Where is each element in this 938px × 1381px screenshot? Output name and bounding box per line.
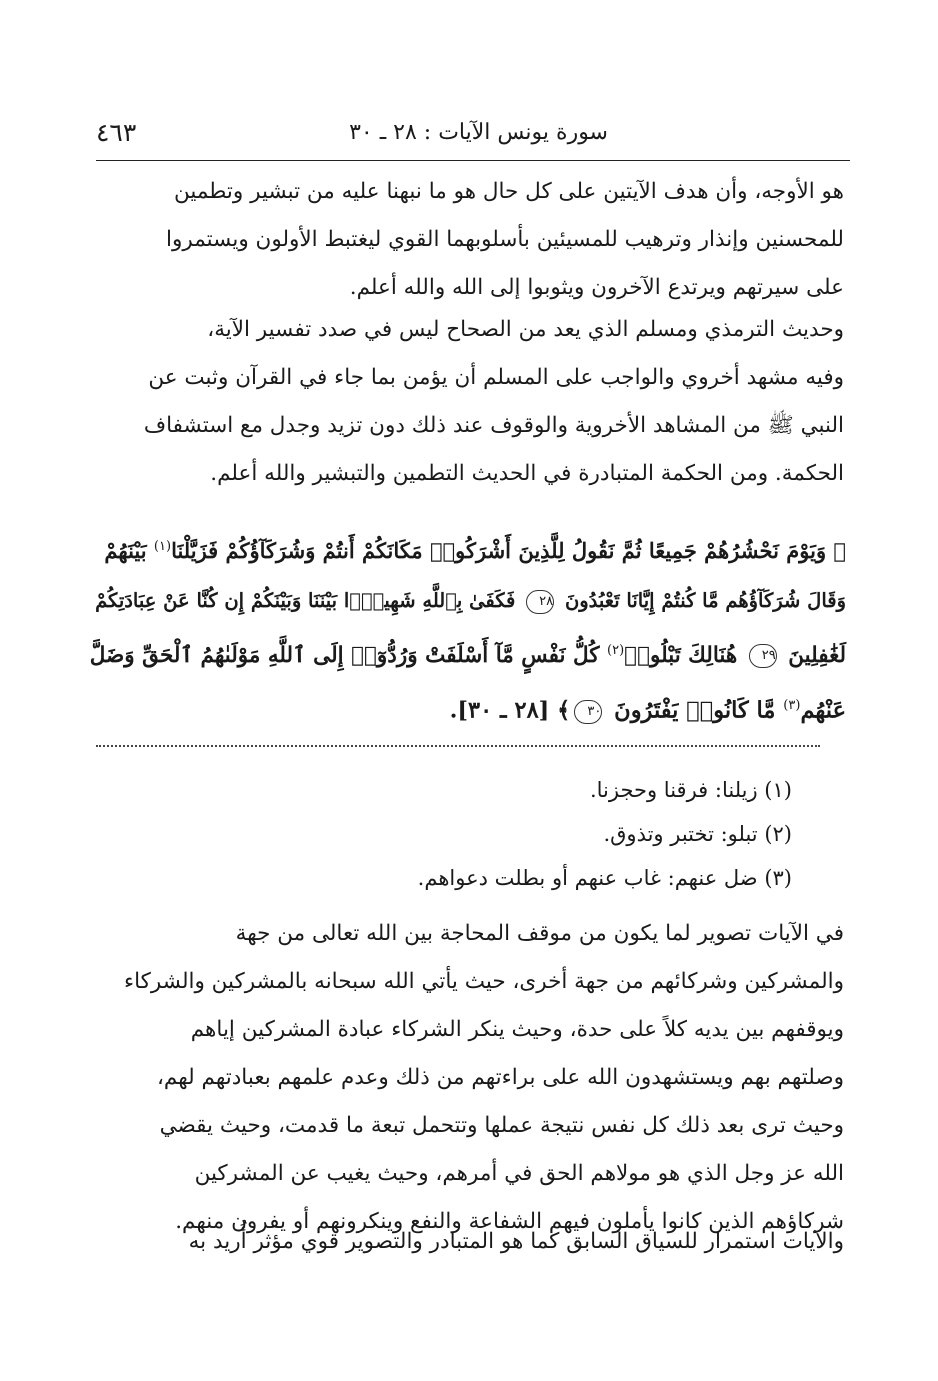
- running-title: سورة يونس الآيات : ٢٨ ـ ٣٠: [349, 120, 608, 145]
- quran-verses: [88, 522, 846, 736]
- footnote-separator: [96, 745, 820, 747]
- paragraph-line: وفيه مشهد أخروي والواجب على المسلم أن يؤمن بما جاء في القرآن وثبت عن: [148, 365, 844, 390]
- paragraph-line: وصلتهم بهم ويستشهدون الله على براءتهم من ذلك وعدم علمهم بعبادتهم لهم،: [156, 1065, 844, 1090]
- verse-line: [88, 576, 846, 626]
- verse-line: [88, 522, 846, 576]
- footnote: (٢) تبلو: تختبر وتذوق.: [603, 822, 792, 846]
- header-rule: [96, 160, 850, 161]
- footnote-marker: (٢): [607, 643, 625, 658]
- paragraph-line: الله عز وجل الذي هو مولاهم الحق في أمرهم، وحيث يغيب عن المشركين: [194, 1161, 844, 1186]
- ayah-number-marker: ٣٠: [574, 700, 602, 724]
- verse-text: وَقَالَ شُرَكَآؤُهُم مَّا كُنتُمْ إِيَّانَا تَعْبُدُونَ: [564, 589, 846, 612]
- paragraph-line: والآيات استمرار للسياق السابق كما هو المتبادر والتصوير قوي مؤثر أُريد به: [188, 1229, 844, 1254]
- paragraph-line: وحيث ترى بعد ذلك كل نفس نتيجة عملها وتتحمل تبعة ما قدمت، وحيث يقضي: [159, 1113, 844, 1138]
- verse-reference: ﴾ [٢٨ ـ ٣٠].: [449, 697, 571, 724]
- paragraph-line: في الآيات تصوير لما يكون من موقف المحاجة بين الله تعالى من جهة: [235, 921, 844, 946]
- verse-text: بَيْنَهُمْ: [104, 538, 147, 563]
- paragraph-4: [92, 1218, 844, 1266]
- verse-text: مَّا كَانُوا۟ يَفْتَرُونَ: [614, 697, 776, 724]
- paragraph-line: هو الأوجه، وأن هدف الآيتين على كل حال هو ما نبهنا عليه من تبشير وتطمين: [173, 179, 844, 204]
- verse-text: ﴿ وَيَوْمَ نَحْشُرُهُمْ جَمِيعًا ثُمَّ نَقُولُ لِلَّذِينَ أَشْرَكُوا۟ مَكَانَكُمْ أَنتُمْ وَشُرَكَآؤُكُمْ فَزَيَّلْنَا: [171, 538, 846, 563]
- paragraph-line: ويوقفهم بين يديه كلاً على حدة، وحيث ينكر الشركاء عبادة المشركين إياهم: [190, 1017, 844, 1042]
- verse-text: فَكَفَىٰ بِٱللَّهِ شَهِيدًۢا بَيْنَنَا وَبَيْنَكُمْ إِن كُنَّا عَنْ عِبَادَتِكُمْ: [95, 589, 516, 612]
- footnote: (٣) ضل عنهم: غاب عنهم أو بطلت دعواهم.: [417, 866, 792, 890]
- paragraph-line: الحكمة. ومن الحكمة المتبادرة في الحديث التطمين والتبشير والله أعلم.: [210, 461, 844, 486]
- verse-text: لَغَٰفِلِينَ: [788, 643, 846, 669]
- paragraph-line: على سيرتهم ويرتدع الآخرون ويثوبوا إلى الله والله أعلم.: [349, 275, 844, 300]
- paragraph-line: للمحسنين وإنذار وترهيب للمسيئين بأسلوبهما القوي ليغتبط الأولون ويستمروا: [166, 227, 844, 252]
- paragraph-line: النبي ﷺ من المشاهد الأخروية والوقوف عند ذلك دون تزيد وجدل مع استشفاف: [143, 413, 844, 438]
- footnote: (١) زيلنا: فرقنا وحجزنا.: [589, 778, 792, 802]
- paragraph-2: [92, 306, 844, 498]
- paragraph-3: [92, 910, 844, 1246]
- ayah-number-marker: ٢٨: [526, 590, 554, 614]
- paragraph-1: [92, 168, 844, 312]
- footnote-marker: (٣): [783, 698, 801, 714]
- page-number: ٤٦٣: [96, 118, 137, 147]
- paragraph-line: وحديث الترمذي ومسلم الذي يعد من الصحاح ليس في صدد تفسير الآية،: [207, 317, 844, 342]
- paragraph-line: شركاؤهم الذين كانوا يأملون فيهم الشفاعة والنفع وينكرونهم أو يفرون منهم.: [175, 1209, 844, 1234]
- footnotes: [152, 768, 792, 900]
- footnote-marker: (١): [153, 539, 172, 554]
- paragraph-line: والمشركين وشركائهم من جهة أخرى، حيث يأتي الله سبحانه بالمشركين والشركاء: [124, 969, 844, 994]
- ayah-number-marker: ٢٩: [749, 644, 777, 668]
- verse-line: [88, 626, 846, 681]
- page-header: [96, 118, 848, 158]
- verse-text: هُنَالِكَ تَبْلُوا۟: [624, 643, 738, 669]
- verse-text: كُلُّ نَفْسٍ مَّآ أَسْلَفَتْ وَرُدُّوٓا۟ إِلَى ٱللَّهِ مَوْلَىٰهُمُ ٱلْحَقِّ وَضَلَّ: [89, 643, 600, 669]
- verse-line: [88, 681, 846, 736]
- verse-text: عَنْهُم: [800, 697, 846, 724]
